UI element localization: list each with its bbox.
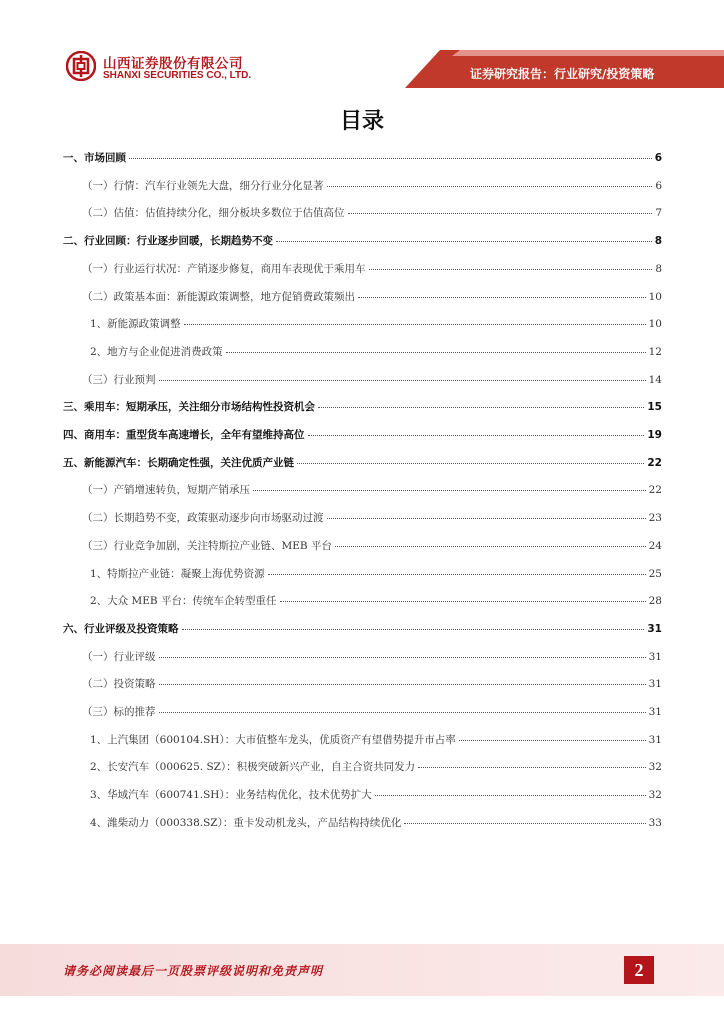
- toc-entry-title: （二）政策基本面：新能源政策调整，地方促销费政策频出: [82, 291, 355, 303]
- toc-leader-dots: [375, 795, 646, 796]
- toc-leader-dots: [276, 241, 652, 242]
- toc-entry[interactable]: [63, 455, 662, 470]
- toc-entry[interactable]: [82, 178, 662, 193]
- toc-leader-dots: [404, 823, 645, 824]
- toc-entry-page: 28: [648, 595, 662, 607]
- toc-leader-dots: [327, 518, 646, 519]
- toc-leader-dots: [268, 574, 646, 575]
- toc-leader-dots: [182, 629, 645, 630]
- toc-entry-title: 二、行业回顾：行业逐步回暖，长期趋势不变: [63, 235, 273, 247]
- toc-leader-dots: [184, 324, 646, 325]
- page-number: 2: [624, 956, 654, 984]
- toc-entry-title: 1、上汽集团（600104.SH）：大市值整车龙头，优质资产有望借势提升市占率: [90, 734, 456, 746]
- toc-entry-title: 2、地方与企业促进消费政策: [90, 346, 223, 358]
- toc-entry-page: 10: [648, 318, 662, 330]
- toc-entry[interactable]: [63, 621, 662, 636]
- toc-entry-page: 31: [648, 734, 662, 746]
- toc-entry-page: 10: [648, 291, 662, 303]
- toc-entry-page: 25: [648, 568, 662, 580]
- toc-entry[interactable]: [63, 427, 662, 442]
- toc-entry[interactable]: [82, 538, 662, 553]
- toc-leader-dots: [418, 767, 645, 768]
- toc-entry-page: 22: [647, 457, 662, 469]
- toc-leader-dots: [358, 297, 646, 298]
- toc-entry-title: （二）估值：估值持续分化，细分板块多数位于估值高位: [82, 207, 345, 219]
- toc-leader-dots: [327, 186, 653, 187]
- toc-leader-dots: [159, 380, 646, 381]
- toc-entry-title: 五、新能源汽车：长期确定性强，关注优质产业链: [63, 457, 294, 469]
- toc-leader-dots: [159, 657, 646, 658]
- toc-entry[interactable]: [63, 150, 662, 165]
- toc-entry-title: （三）标的推荐: [82, 706, 156, 718]
- toc-entry[interactable]: [90, 344, 662, 359]
- page-header: [0, 0, 724, 100]
- toc-entry[interactable]: [82, 676, 662, 691]
- toc-leader-dots: [129, 158, 652, 159]
- toc-entry[interactable]: [82, 261, 662, 276]
- toc-entry-title: 1、新能源政策调整: [90, 318, 181, 330]
- toc-leader-dots: [253, 490, 646, 491]
- toc-entry-page: 31: [648, 678, 662, 690]
- toc-entry-title: （一）产销增速转负，短期产销承压: [82, 484, 250, 496]
- company-logo-icon: [66, 51, 96, 81]
- toc-leader-dots: [459, 740, 646, 741]
- toc-entry-title: （二）长期趋势不变，政策驱动逐步向市场驱动过渡: [82, 512, 324, 524]
- toc-entry-page: 22: [648, 484, 662, 496]
- toc-entry[interactable]: [63, 399, 662, 414]
- toc-entry-title: （一）行情：汽车行业领先大盘，细分行业分化显著: [82, 180, 324, 192]
- toc-entry[interactable]: [90, 787, 662, 802]
- toc-entry-title: 1、特斯拉产业链：凝聚上海优势资源: [90, 568, 265, 580]
- toc-entry-page: 6: [654, 152, 662, 164]
- toc-entry-title: 六、行业评级及投资策略: [63, 623, 179, 635]
- toc-leader-dots: [280, 601, 646, 602]
- header-banner: [0, 0, 724, 100]
- toc-entry-page: 8: [655, 263, 662, 275]
- toc-entry[interactable]: [82, 510, 662, 525]
- toc-entry[interactable]: [90, 732, 662, 747]
- toc-entry-page: 31: [647, 623, 662, 635]
- page-title: 目录: [339, 109, 384, 134]
- toc-entry-page: 12: [648, 346, 662, 358]
- toc-entry[interactable]: [90, 316, 662, 331]
- toc-leader-dots: [159, 684, 646, 685]
- toc-entry[interactable]: [90, 593, 662, 608]
- toc-entry[interactable]: [82, 649, 662, 664]
- toc-entry-title: （一）行业运行状况：产销逐步修复，商用车表现优于乘用车: [82, 263, 366, 275]
- toc-entry[interactable]: [82, 482, 662, 497]
- toc-entry[interactable]: [82, 205, 662, 220]
- toc-entry-title: 4、潍柴动力（000338.SZ）：重卡发动机龙头，产品结构持续优化: [90, 817, 402, 829]
- toc-entry-page: 19: [647, 429, 662, 441]
- toc-entry-title: 2、长安汽车（000625. SZ）：积极突破新兴产业，自主合资共同发力: [90, 761, 416, 773]
- toc-entry-page: 31: [648, 706, 662, 718]
- toc-leader-dots: [226, 352, 646, 353]
- toc-entry-page: 31: [648, 651, 662, 663]
- toc-entry-page: 7: [655, 207, 662, 219]
- toc-entry-page: 32: [648, 761, 662, 773]
- toc-leader-dots: [348, 213, 653, 214]
- toc-entry-page: 23: [648, 512, 662, 524]
- toc-leader-dots: [297, 463, 644, 464]
- toc-entry-page: 15: [647, 401, 662, 413]
- disclaimer-notice: 请务必阅读最后一页股票评级说明和免责声明: [63, 964, 324, 978]
- company-name-cn: 山西证券股份有限公司: [103, 56, 243, 72]
- toc-entry-title: （三）行业竞争加剧，关注特斯拉产业链、MEB 平台: [82, 540, 332, 552]
- toc-entry[interactable]: [90, 815, 662, 830]
- toc-leader-dots: [318, 407, 644, 408]
- toc-entry-title: 2、大众 MEB 平台：传统车企转型重任: [90, 595, 277, 607]
- toc-leader-dots: [308, 435, 645, 436]
- toc-entry-title: （二）投资策略: [82, 678, 156, 690]
- toc-entry[interactable]: [82, 289, 662, 304]
- toc-entry-page: 6: [655, 180, 662, 192]
- toc-entry-title: （一）行业评级: [82, 651, 156, 663]
- company-name-en: SHANXI SECURITIES CO., LTD.: [103, 70, 252, 81]
- toc-entry[interactable]: [63, 233, 662, 248]
- toc-entry-title: （三）行业预判: [82, 374, 156, 386]
- toc-entry[interactable]: [82, 704, 662, 719]
- toc-entry-title: 四、商用车：重型货车高速增长，全年有望维持高位: [63, 429, 305, 441]
- toc-entry-page: 24: [648, 540, 662, 552]
- toc-entry-page: 32: [648, 789, 662, 801]
- toc-entry-title: 一、市场回顾: [63, 152, 126, 164]
- toc-leader-dots: [159, 712, 646, 713]
- toc-entry-page: 33: [648, 817, 662, 829]
- toc-entry-page: 8: [654, 235, 662, 247]
- toc-entry[interactable]: [90, 759, 662, 774]
- toc-leader-dots: [335, 546, 646, 547]
- report-type-label: 证券研究报告：行业研究/投资策略: [470, 67, 655, 81]
- toc-entry-title: 三、乘用车：短期承压，关注细分市场结构性投资机会: [63, 401, 315, 413]
- toc-entry-page: 14: [648, 374, 662, 386]
- toc-leader-dots: [369, 269, 653, 270]
- toc-entry[interactable]: [90, 566, 662, 581]
- toc-entry-title: 3、华域汽车（600741.SH）：业务结构优化，技术优势扩大: [90, 789, 372, 801]
- toc-entry[interactable]: [82, 372, 662, 387]
